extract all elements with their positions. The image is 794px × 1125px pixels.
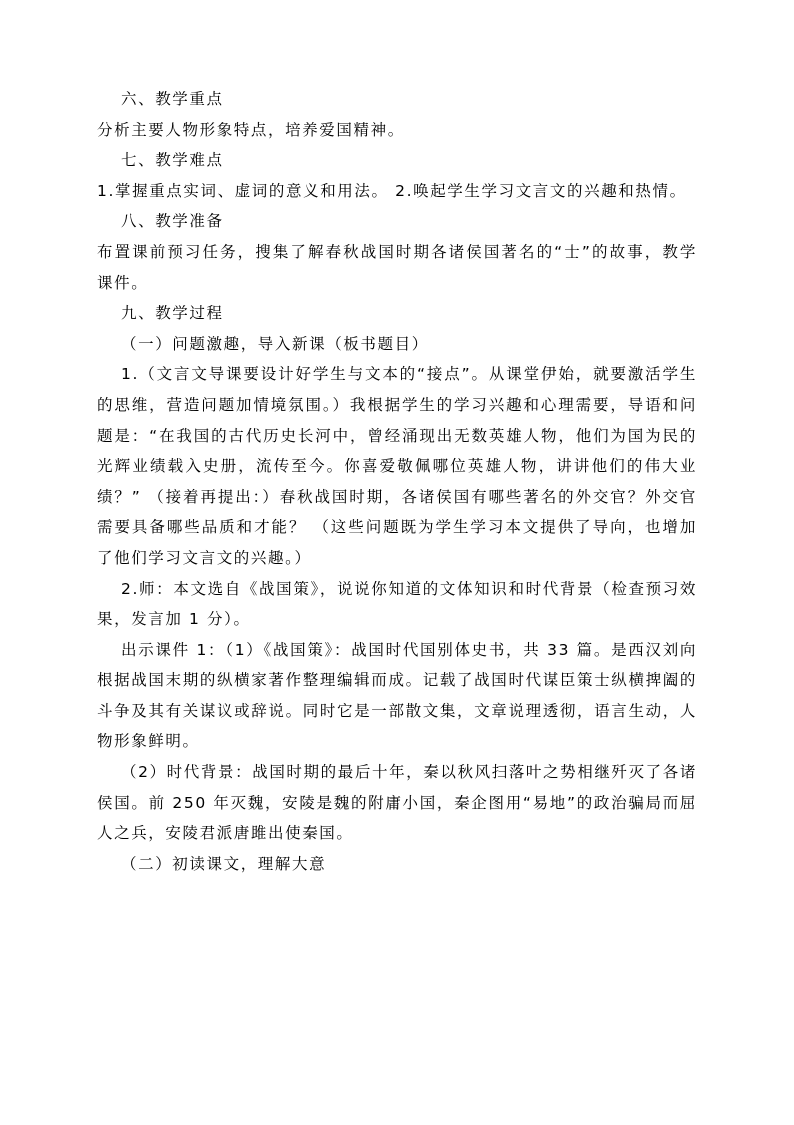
section-heading-teaching-preparation: 八、教学准备	[121, 212, 224, 231]
paragraph-teaching-difficulty: 1.掌握重点实词、虚词的意义和用法。 2.唤起学生学习文言文的兴趣和热情。	[97, 181, 687, 200]
paragraph-teaching-focus: 分析主要人物形象特点，培养爱国精神。	[97, 120, 405, 139]
section-heading-teaching-difficulty: 七、教学难点	[121, 151, 224, 170]
paragraph-historical-background: （2）时代背景：战国时期的最后十年，秦以秋风扫落叶之势相继歼灭了各诸侯国。前 250 年灭魏，安陵是魏的附庸小国，秦企图用“易地”的政治骗局而屈人之兵，安陵君派唐雎出使秦国。	[97, 763, 697, 843]
paragraph-courseware-1: 出示课件 1：（1）《战国策》：战国时代国别体史书，共 33 篇。是西汉刘向根据战国末期的纵横家著作整理编辑而成。记载了战国时代谋臣策士纵横捭阖的斗争及其有关谋议或辞说。同时它是一部散文集，文章说理透彻，语言生动，人物形象鲜明。	[97, 640, 697, 751]
paragraph-teaching-preparation: 布置课前预习任务，搜集了解春秋战国时期各诸侯国著名的“士”的故事，教学课件。	[97, 242, 697, 292]
subheading-introduction: （一）问题激趣，导入新课（板书题目）	[121, 334, 429, 353]
paragraph-introduction-2: 2.师：本文选自《战国策》，说说你知道的文体知识和时代背景（检查预习效果，发言加 1 分）。	[97, 579, 697, 629]
paragraph-introduction-1: 1.（文言文导课要设计好学生与文本的“接点”。从课堂伊始，就要激活学生的思维，营造问题加情境氛围。）我根据学生的学习兴趣和心理需要，导语和问题是：“在我国的古代历史长河中，曾经涌现出无数英雄人物，他们为国为民的光辉业绩载入史册，流传至今。你喜爱敬佩哪位英雄人物，讲讲他们的伟大业绩？” （接着再提出：）春秋战国时期，各诸侯国有哪些著名的外交官？外交官需要具备哪些品质和才能？ （这些问题既为学生学习本文提供了导向，也增加了他们学习文言文的兴趣。）	[97, 365, 697, 567]
section-heading-teaching-focus: 六、教学重点	[121, 90, 224, 108]
document-body	[97, 84, 697, 879]
subheading-first-reading: （二）初读课文，理解大意	[121, 854, 327, 873]
section-heading-teaching-process: 九、教学过程	[121, 304, 224, 323]
